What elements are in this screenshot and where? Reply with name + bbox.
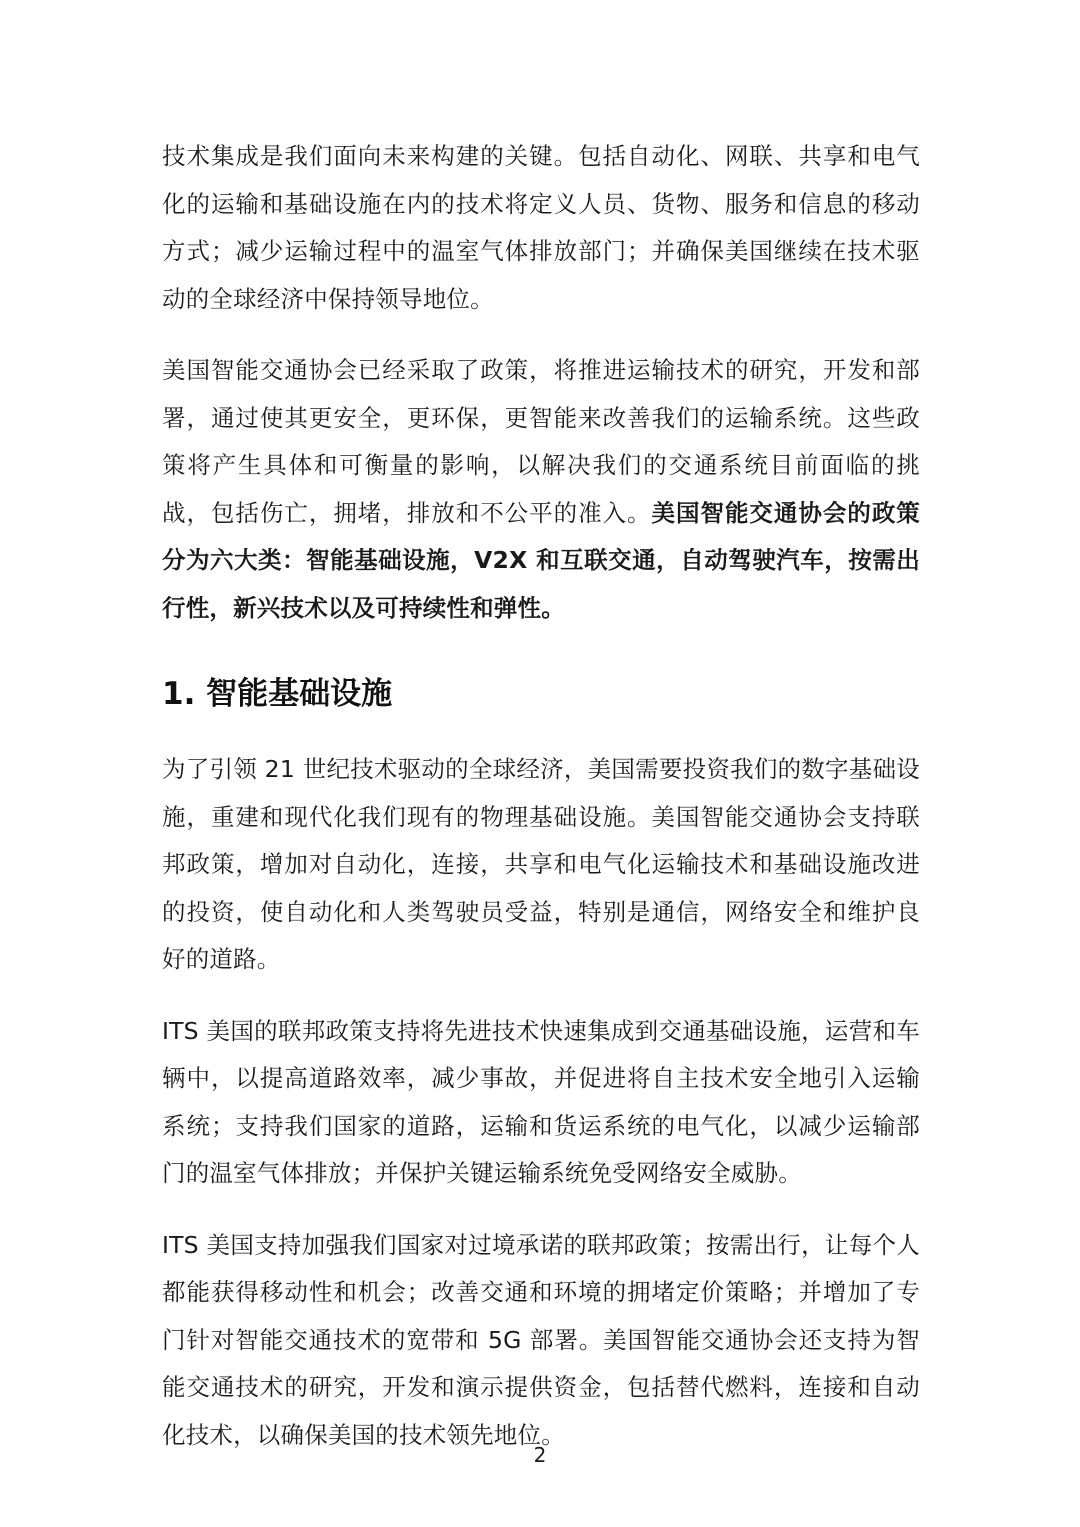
paragraph-digital-infrastructure: 为了引领 21 世纪技术驱动的全球经济，美国需要投资我们的数字基础设施，重建和现代化我们现有的物理基础设施。美国智能交通协会支持联邦政策，增加对自动化，连接，共享和电气化运输技术和基础设施改进的投资，使自动化和人类驾驶员受益，特别是通信，网络安全和维护良好的道路。 [162,755,920,973]
paragraph-its-policies-text: 美国智能交通协会已经采取了政策，将推进运输技术的研究，开发和部署，通过使其更安全，更环保，更智能来改善我们的运输系统。这些政策将产生具体和可衡量的影响，以解决我们的交通系统目前面临的挑战，包括伤亡，拥堵，排放和不公平的准入。 [162,356,920,527]
page-number: 2 [533,1443,547,1467]
section-heading: 1. 智能基础设施 [162,676,393,712]
paragraph-transit-commitment: ITS 美国支持加强我们国家对过境承诺的联邦政策；按需出行，让每个人都能获得移动性和机会；改善交通和环境的拥堵定价策略；并增加了专门针对智能交通技术的宽带和 5G 部署。美国智能交通协会还支持为智能交通技术的研究，开发和演示提供资金，包括替代燃料，连接和自动化技术，以确保美国的技术领先地位。 [162,1230,920,1449]
paragraph-tech-integration: 技术集成是我们面向未来构建的关键。包括自动化、网联、共享和电气化的运输和基础设施在内的技术将定义人员、货物、服务和信息的移动方式；减少运输过程中的温室气体排放部门；并确保美国继续在技术驱动的全球经济中保持领导地位。 [162,142,920,313]
paragraph-federal-policy: ITS 美国的联邦政策支持将先进技术快速集成到交通基础设施，运营和车辆中，以提高道路效率，减少事故，并促进将自主技术安全地引入运输系统；支持我们国家的道路，运输和货运系统的电气化，以减少运输部门的温室气体排放；并保护关键运输系统免受网络安全威胁。 [162,1016,920,1187]
document-body [162,133,920,1459]
paragraph-its-policies [162,347,920,632]
policy-categories-summary: 美国智能交通协会的政策分为六大类：智能基础设施，V2X 和互联交通，自动驾驶汽车，按需出行性，新兴技术以及可持续性和弹性。 [162,498,920,622]
